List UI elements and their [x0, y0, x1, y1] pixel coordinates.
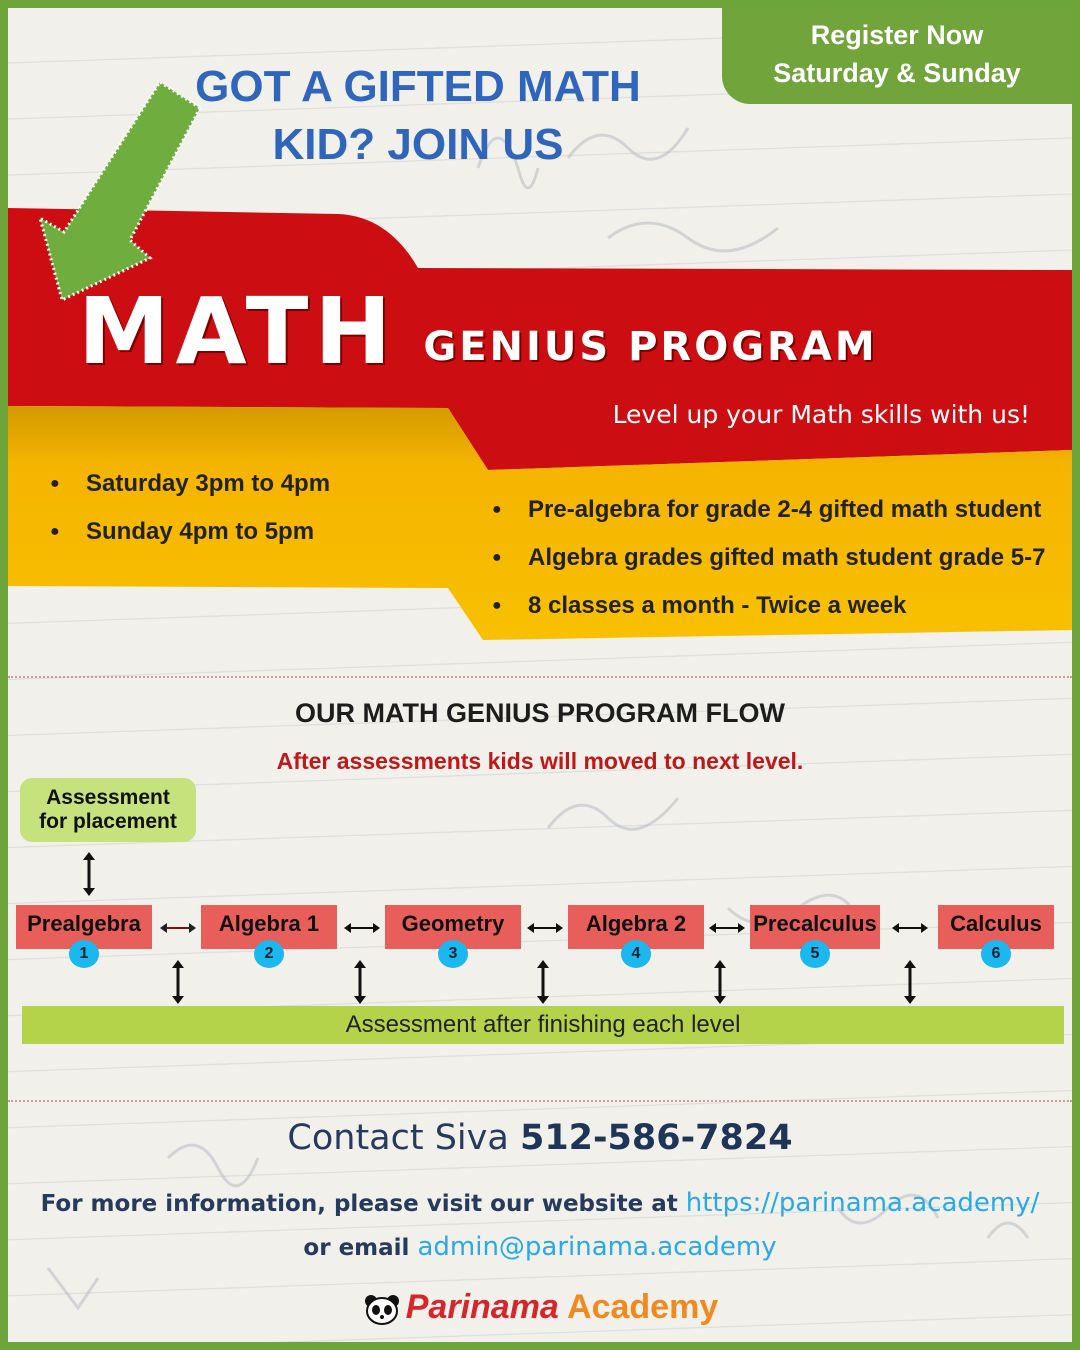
divider: [8, 1100, 1072, 1102]
horizontal-double-arrow-icon: [892, 921, 928, 935]
level-box-algebra-2: [568, 905, 704, 962]
email-line: [8, 1232, 1072, 1262]
contact-label: Contact Siva: [287, 1118, 509, 1158]
vertical-double-arrow-icon: [171, 960, 185, 1004]
horizontal-double-arrow-icon: [160, 921, 196, 935]
placement-line-1: Assessment: [46, 786, 170, 809]
brand-name-part-1: Parinama: [405, 1288, 559, 1326]
brand-logo: [8, 1288, 1072, 1327]
level-number-badge: 5: [800, 940, 830, 968]
contact-phone[interactable]: 512-586-7824: [519, 1118, 793, 1158]
level-label: Geometry: [401, 911, 505, 936]
website-line: [8, 1188, 1072, 1218]
program-title: [78, 278, 878, 385]
headline-line-2: KID? JOIN US: [272, 120, 564, 169]
website-link[interactable]: https://parinama.academy/: [685, 1188, 1040, 1218]
vertical-double-arrow-icon: [536, 960, 550, 1004]
level-box-precalculus: [750, 905, 880, 962]
horizontal-double-arrow-icon: [527, 921, 563, 935]
email-text: or email: [303, 1235, 410, 1261]
info-text: For more information, please visit our website at: [40, 1191, 678, 1217]
placement-line-2: for placement: [39, 810, 177, 833]
level-number-badge: 4: [621, 940, 651, 968]
flow-subtitle: After assessments kids will moved to next level.: [276, 748, 804, 774]
email-link[interactable]: admin@parinama.academy: [417, 1232, 777, 1262]
vertical-double-arrow-icon: [903, 960, 917, 1004]
headline-line-1: GOT A GIFTED MATH: [195, 62, 641, 111]
schedule-item: ● Saturday 3pm to 4pm: [50, 460, 330, 508]
level-box-calculus: [938, 905, 1054, 962]
title-genius-program: GENIUS PROGRAM: [423, 324, 878, 370]
level-box-prealgebra: [16, 905, 152, 962]
level-label: Algebra 2: [585, 911, 687, 936]
horizontal-double-arrow-icon: [344, 921, 380, 935]
register-line-2: Saturday & Sunday: [773, 58, 1021, 88]
register-line-1: Register Now: [810, 20, 984, 50]
flow-title: OUR MATH GENIUS PROGRAM FLOW: [295, 698, 785, 728]
level-number-badge: 6: [981, 940, 1011, 968]
placement-assessment-box: [20, 778, 196, 842]
contact-line: [8, 1118, 1072, 1158]
features-list: [492, 486, 1045, 630]
vertical-double-arrow-icon: [713, 960, 727, 1004]
level-number-badge: 3: [438, 940, 468, 968]
headline: [158, 58, 678, 174]
schedule-list: [50, 460, 330, 556]
panda-icon: [362, 1292, 402, 1326]
feature-item: ● Pre-algebra for grade 2-4 gifted math student: [492, 486, 1045, 534]
level-label: Calculus: [950, 911, 1042, 936]
level-box-geometry: [385, 905, 521, 962]
horizontal-double-arrow-icon: [709, 921, 745, 935]
level-number-badge: 1: [69, 940, 99, 968]
brand-name-part-2: Academy: [567, 1288, 719, 1326]
level-label: Algebra 1: [218, 911, 320, 936]
vertical-double-arrow-icon: [353, 960, 367, 1004]
schedule-item: ● Sunday 4pm to 5pm: [50, 508, 330, 556]
title-math: MATH: [78, 278, 398, 385]
feature-item: ● Algebra grades gifted math student grade 5-7: [492, 534, 1045, 582]
vertical-double-arrow-icon: [82, 852, 96, 896]
assessment-bar: Assessment after finishing each level: [22, 1006, 1064, 1044]
level-label: Prealgebra: [27, 911, 141, 936]
register-now-badge[interactable]: [722, 8, 1072, 104]
divider: [8, 676, 1072, 678]
feature-item: ● 8 classes a month - Twice a week: [492, 582, 1045, 630]
tagline: Level up your Math skills with us!: [612, 400, 1030, 429]
level-label: Precalculus: [753, 911, 877, 936]
flyer-page: [8, 8, 1072, 1342]
level-number-badge: 2: [254, 940, 284, 968]
level-box-algebra-1: [201, 905, 337, 962]
